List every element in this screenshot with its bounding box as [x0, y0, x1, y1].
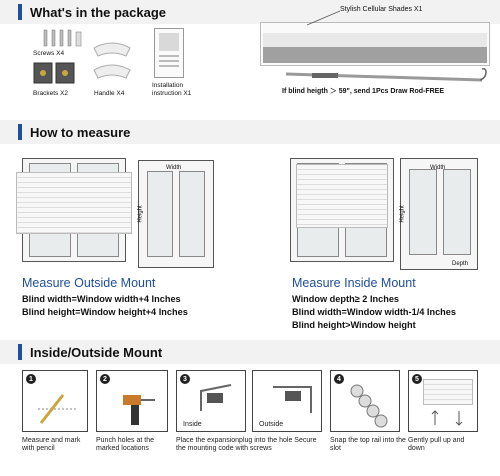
section-accent-bar: [18, 344, 22, 360]
brackets-image: [32, 60, 78, 86]
outside-label: Outside: [259, 421, 284, 428]
step-1-caption: Measure and mark with pencil: [22, 437, 81, 452]
bracket-icon: [32, 60, 78, 86]
screws-label: Screws X4: [33, 50, 65, 57]
rail-snap-icon: [345, 381, 395, 429]
section-header-package: [0, 0, 500, 24]
drill-icon: [111, 385, 161, 429]
bracket-mount-icon: [267, 381, 317, 417]
draw-rod-icon: [282, 68, 492, 88]
inside-width-label: Width: [430, 165, 446, 171]
instruction-label: Installation instruction X1: [152, 82, 192, 97]
arrows-up-down-icon: [423, 407, 473, 429]
inside-mount-title: Measure Inside Mount: [292, 276, 416, 290]
step-number: 3: [180, 374, 190, 384]
inside-spec-3: Blind height>Window height: [292, 320, 416, 330]
inside-height-label: Height: [399, 205, 406, 223]
bracket-mount-icon: [191, 381, 241, 417]
step-number: 2: [100, 374, 110, 384]
section-header-measure: [0, 120, 500, 144]
inside-spec-1: Window depth≥ 2 Inches: [292, 294, 400, 304]
step-3-caption: Place the expansionplug into the hole Secure the mounting code with screws: [176, 437, 317, 452]
outside-spec-1: Blind width=Window width+4 Inches: [22, 294, 181, 304]
inside-spec-2: Blind width=Window width-1/4 Inches: [292, 307, 457, 317]
step-3-box-outside: [252, 370, 322, 432]
instruction-image: [154, 28, 184, 78]
outside-mount-title: Measure Outside Mount: [22, 276, 156, 290]
outside-spec-2: Blind height=Window height+4 Inches: [22, 307, 188, 317]
step-5-caption: Gently pull up and down: [408, 437, 465, 452]
handles-image: [92, 40, 132, 86]
pulled-shade-image: [423, 379, 473, 405]
step-3-box-inside: [176, 370, 246, 432]
step-5-box: [408, 370, 478, 432]
shade-product-image: [260, 22, 490, 66]
step-4-box: [330, 370, 400, 432]
height-label: Height: [137, 205, 144, 223]
pencil-icon: [33, 385, 83, 429]
section-header-mount: [0, 340, 500, 364]
step-number: 1: [26, 374, 36, 384]
outside-measure-window: [138, 160, 214, 268]
step-2-box: [96, 370, 168, 432]
brackets-label: Brackets X2: [33, 90, 69, 97]
section-title: What's in the package: [30, 4, 167, 20]
handle-label: Handle X4: [94, 90, 125, 97]
inside-measure-window: [400, 158, 478, 270]
rod-note: If blind heigth ＞ 59", send 1Pcs Draw Rod-FREE: [282, 88, 445, 95]
step-4-caption: Snap the top rail into the slot: [330, 437, 406, 452]
handle-icon: [92, 40, 132, 86]
inside-label: Inside: [183, 421, 202, 428]
section-title: How to measure: [30, 124, 131, 140]
screw-icon: [40, 28, 86, 48]
width-label: Width: [166, 165, 182, 171]
step-number: 5: [412, 374, 422, 384]
screws-image: [40, 28, 86, 48]
shade-label: Stylish Cellular Shades X1: [340, 6, 423, 13]
section-accent-bar: [18, 4, 22, 20]
inside-mount-shade: [296, 164, 388, 228]
step-number: 4: [334, 374, 344, 384]
step-1-box: [22, 370, 88, 432]
section-accent-bar: [18, 124, 22, 140]
depth-label: Depth: [452, 261, 469, 267]
outside-mount-shade: [16, 172, 132, 234]
step-2-caption: Punch holes at the marked locations: [96, 437, 154, 452]
shade-pointer-line: [305, 8, 345, 28]
section-title: Inside/Outside Mount: [30, 344, 163, 360]
